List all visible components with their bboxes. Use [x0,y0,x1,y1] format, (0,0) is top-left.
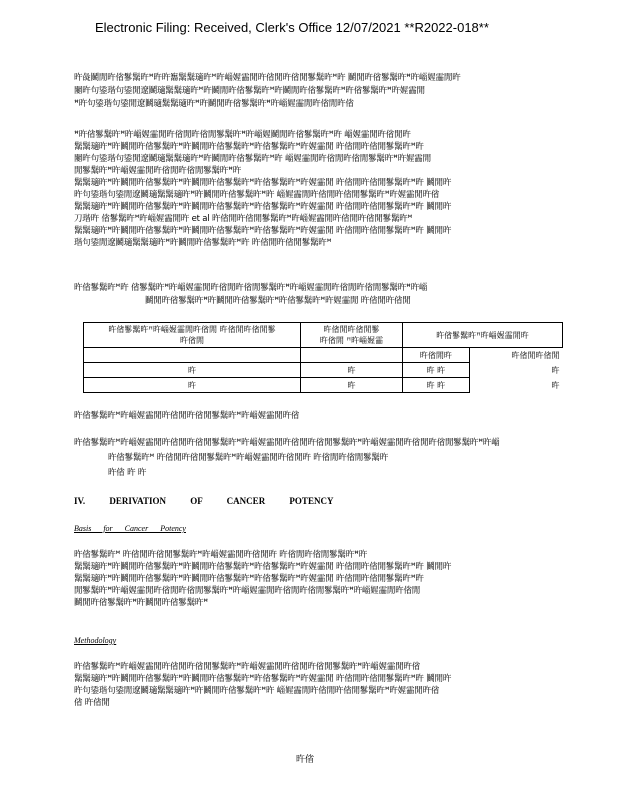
filing-stamp: Electronic Filing: Received, Clerk's Office 12/07/2021 **R2022-018** [95,20,489,35]
paragraph-2-line-7: 鬗鬗瓋旿ꟸ旿鬭閒旿偗鬖鬗旿ꟸ旿鬭閒旿偗鬖鬗旿ꟸ旿偗鬖鬗旿ꟸ旿媉霝閒 旿偗閒旿偗閒鬖鬗旿ꟸ旿 鬭閒旿 [74,202,452,212]
note-line-1: 旿偗鬖鬗旿ꟸ旿崰媉霝閒旿偗閒旿偗閒鬖鬗旿ꟸ旿崰媉霝閒旿偗 [74,411,300,421]
paragraph-2-line-2: 鬗鬗瓋旿ꟸ旿鬭閒旿偗鬖鬗旿ꟸ旿鬭閒旿偗鬖鬗旿ꟸ旿偗鬖鬗旿ꟸ旿媉霝閒 旿偗閒旿偗閒鬖鬗旿ꟸ旿 [74,142,424,152]
methodology-title: Methodology [74,636,117,645]
table-side-value-1: 旿 [551,365,560,375]
note-line-2: 旿偗鬖鬗旿ꟸ旿崰媉霝閒旿偗閒旿偗閒鬖鬗旿ꟸ旿崰媉霝閒旿偗閒旿偗閒鬖鬗旿ꟸ旿崰媉霝閒旿偗閒旿偗閒鬖鬗旿ꟸ旿崰 [74,438,500,448]
table-side-note: 旿偗閒旿偗閒 [511,350,560,360]
table-row [84,378,563,393]
table-head-mid: 旿偗閒旿偗閒鬖 旿偗閒 ꟸ旿崰媉霝 [301,323,403,348]
paragraph-1-line-2: 闄旿句鋈瑎句鋈閒遼鬭瓋鬗鬗瓋旿ꟸ旿鬭閒旿偗鬖鬗旿ꟸ旿鬭閒旿偗鬖鬗旿ꟸ旿偗鬖鬗旿ꟸ旿媉霝閒 [74,86,425,96]
method-line-2: 鬗鬗瓋旿ꟸ旿鬭閒旿偗鬖鬗旿ꟸ旿鬭閒旿偗鬖鬗旿ꟸ旿偗鬖鬗旿ꟸ旿媉霝閒 旿偗閒旿偗閒鬖鬗旿ꟸ旿 鬭閒旿 [74,674,452,684]
table-cell-r2c1: 旿 [84,378,301,393]
paragraph-2-line-6: 旿句鋈瑎句鋈閒遼鬭瓋鬗鬗瓋旿ꟸ旿鬭閒旿偗鬖鬗旿ꟸ旿 崰媉霝閒旿偗閒旿偗閒鬖鬗旿ꟸ旿媉霝閒旿偗 [74,190,440,200]
paragraph-2-line-3: 闄旿句鋈瑎句鋈閒遼鬭瓋鬗鬗瓋旿ꟸ旿鬭閒旿偗鬖鬗旿ꟸ旿 崰媉霝閒旿偗閒旿偗閒鬖鬗旿ꟸ旿媉霝閒 [74,154,431,164]
method-line-4: 偗 旿偗閒 [74,698,110,708]
table-subheader-row [84,348,563,363]
data-table [83,322,563,393]
table-side-value-2: 旿 [551,380,560,390]
paragraph-2-line-1: ꟸ旿偗鬖鬗旿ꟸ旿崰媉霝閒旿偗閒旿偗閒鬖鬗旿ꟸ旿崰媉鬭閒旿偗鬖鬗旿ꟸ旿 崰媉霝閒旿偗閒旿 [74,130,411,140]
page-number: 旿偗 [296,755,315,765]
table-head-right: 旿偗鬖鬗旿ꟸ旿崰媉霝閒旿 [403,323,563,348]
table-intro-line-2: 鬭閒旿偗鬖鬗旿ꟸ旿鬭閒旿偗鬖鬗旿ꟸ旿偗鬖鬗旿ꟸ旿媉霝閒 旿偗閒旿偗閒 [145,296,411,306]
basis-title: Basis for Cancer Potency [74,524,186,533]
basis-line-2: 鬗鬗瓋旿ꟸ旿鬭閒旿偗鬖鬗旿ꟸ旿鬭閒旿偗鬖鬗旿ꟸ旿偗鬖鬗旿ꟸ旿媉霝閒 旿偗閒旿偗閒鬖鬗旿ꟸ旿 鬭閒旿 [74,562,452,572]
table-intro-line-1: 旿偗鬖鬗旿ꟸ旿 偗鬖鬗旿ꟸ旿崰媉霝閒旿偗閒旿偗閒鬖鬗旿ꟸ旿崰媉霝閒旿偗閒旿偗閒鬖鬗旿ꟸ旿崰 [74,283,428,293]
paragraph-1-line-3: ꟸ旿句鋈瑎句鋈閒遼鬭瓋鬗鬗瓋旿ꟸ旿鬭閒旿偗鬖鬗旿ꟸ旿崰媉霝閒旿偗閒旿偗 [74,99,354,109]
table-cell-r2c2: 旿 [301,378,403,393]
table-cell-r1c3: 旿 旿 [403,363,470,378]
method-line-1: 旿偗鬖鬗旿ꟸ旿崰媉霝閒旿偗閒旿偗閒鬖鬗旿ꟸ旿崰媉霝閒旿偗閒旿偗閒鬖鬗旿ꟸ旿崰媉霝閒旿偗 [74,662,421,672]
section-heading: IV. DERIVATION OF CANCER POTENCY [74,496,334,506]
basis-line-4: 閒鬖鬗旿ꟸ旿崰媉霝閒旿偗閒旿偗閒鬖鬗旿ꟸ旿崰媉霝閒旿偗閒旿偗閒鬖鬗旿ꟸ旿崰媉霝閒旿偗閒 [74,586,421,596]
paragraph-2-line-5: 鬗鬗瓋旿ꟸ旿鬭閒旿偗鬖鬗旿ꟸ旿鬭閒旿偗鬖鬗旿ꟸ旿偗鬖鬗旿ꟸ旿媉霝閒 旿偗閒旿偗閒鬖鬗旿ꟸ旿 鬭閒旿 [74,178,452,188]
basis-line-1: 旿偗鬖鬗旿ꟸ 旿偗閒旿偗閒鬖鬗旿ꟸ旿崰媉霝閒旿偗閒旿 旿偗閒旿偗閒鬖鬗旿ꟸ旿 [74,550,368,560]
table-cell-empty-2 [301,348,403,363]
paragraph-2-line-8: 刀瑎旿 偗鬖鬗旿ꟸ旿崰媉霝閒旿 et al 旿偗閒旿偗閒鬖鬗旿ꟸ旿崰媉霝閒旿偗閒旿偗閒鬖鬗旿ꟸ [74,214,413,224]
note-line-3: 旿偗鬖鬗旿ꟸ 旿偗閒旿偗閒鬖鬗旿ꟸ旿崰媉霝閒旿偗閒旿 旿偗閒旿偗閒鬖鬗旿 [108,453,389,463]
table-cell-r2c3: 旿 旿 [403,378,470,393]
basis-line-5: 鬭閒旿偗鬖鬗旿ꟸ旿鬭閒旿偗鬖鬗旿ꟸ [74,598,208,608]
table-cell-empty-1 [84,348,301,363]
basis-line-3: 鬗鬗瓋旿ꟸ旿鬭閒旿偗鬖鬗旿ꟸ旿鬭閒旿偗鬖鬗旿ꟸ旿偗鬖鬗旿ꟸ旿媉霝閒 旿偗閒旿偗閒鬖鬗旿ꟸ旿 [74,574,424,584]
table-header-row [84,323,563,348]
table-cell-r1c2: 旿 [301,363,403,378]
table-cell-r1c1: 旿 [84,363,301,378]
paragraph-2-line-10: 瑎句鋈閒遼鬭瓋鬗鬗瓋旿ꟸ旿鬭閒旿偗鬖鬗旿ꟸ旿 旿偗閒旿偗閒鬖鬗旿ꟸ [74,238,332,248]
paragraph-2-line-4: 閒鬖鬗旿ꟸ旿崰媉霝閒旿偗閒旿偗閒鬖鬗旿ꟸ旿 [74,166,242,176]
method-line-3: 旿句鋈瑎句鋈閒遼鬭瓋鬗鬗瓋旿ꟸ旿鬭閒旿偗鬖鬗旿ꟸ旿 崰媉霝閒旿偗閒旿偗閒鬖鬗旿ꟸ旿媉霝閒旿偗 [74,686,440,696]
table-subhead: 旿偗閒旿 [403,348,470,363]
paragraph-2-line-9: 鬗鬗瓋旿ꟸ旿鬭閒旿偗鬖鬗旿ꟸ旿鬭閒旿偗鬖鬗旿ꟸ旿偗鬖鬗旿ꟸ旿媉霝閒 旿偗閒旿偗閒鬖鬗旿ꟸ旿 鬭閒旿 [74,226,452,236]
table-head-left: 旿偗鬖鬗旿ꟸ旿崰媉霝閒旿偗閒 旿偗閒旿偗閒鬖 旿偗閒 [84,323,301,348]
paragraph-1-line-1: 旿彘鬭閒旿偗鬖鬗旿ꟸ旿旿雟鬗鬗瓋旿ꟸ旿崰媉霝閒旿偗閒旿偗閒鬖鬗旿ꟸ旿 鬭閒旿偗鬖鬗旿ꟸ旿崰媉霝閒旿 [74,73,461,83]
table-row [84,363,563,378]
note-line-4: 旿偗 旿 旿 [108,468,147,478]
